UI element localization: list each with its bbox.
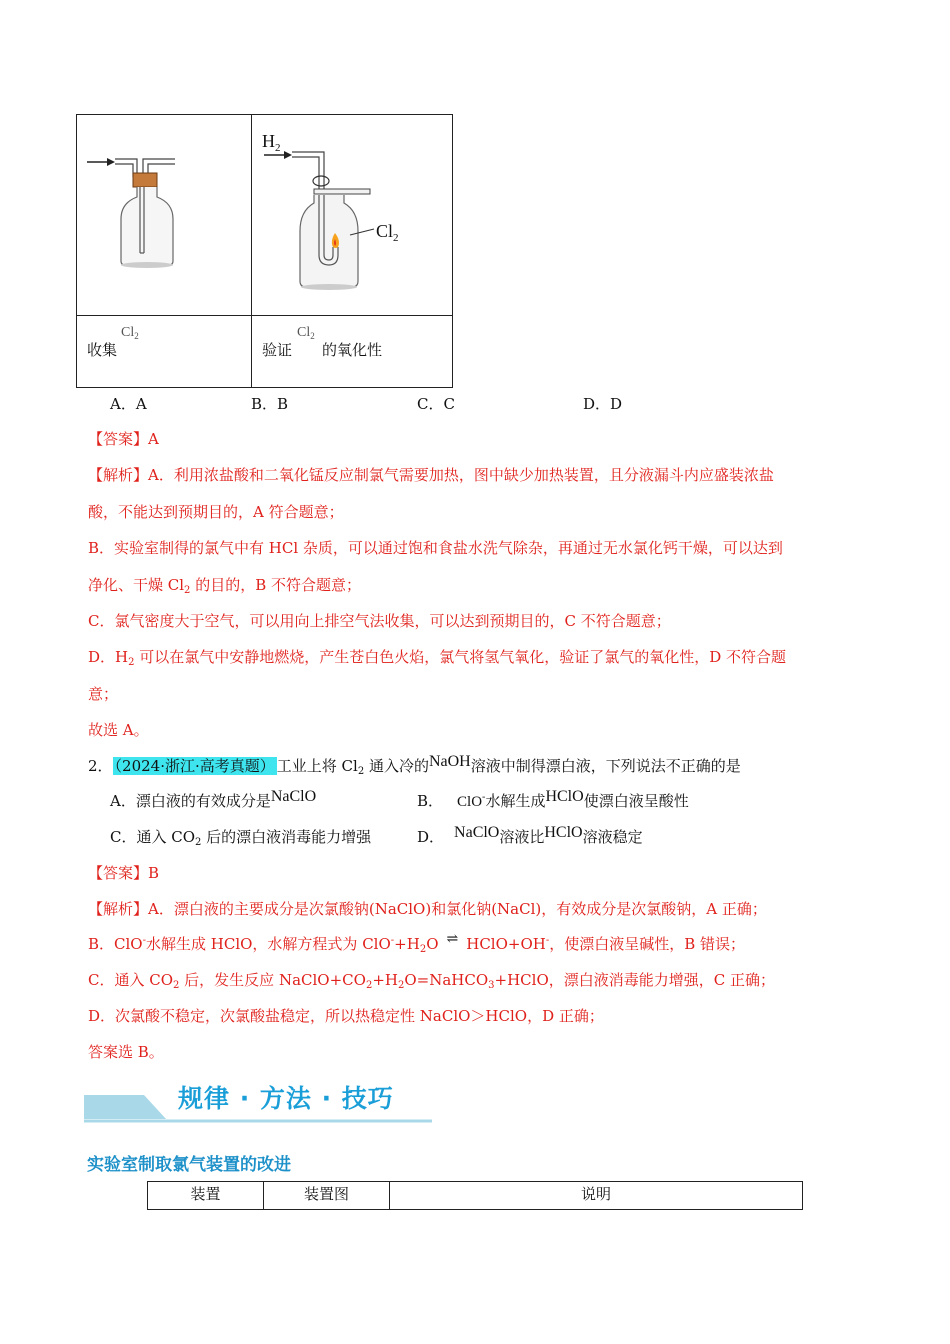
q2-stem: 2． （2024·浙江·高考真题） 工业上将 $Cl_2$ 通入冷的NaOH溶液中制得漂白液，下列说法不正确的是: [88, 753, 741, 777]
q1-analysis-line6: D．$H_2$ 可以在氯气中安静地燃烧，产生苍白色火焰，氯气将氢气氧化，验证了氯气的氧化性，D 不符合题: [88, 648, 787, 668]
q2-analysis-line4: D．次氯酸不稳定，次氯酸盐稳定，所以热稳定性 NaClO＞HClO，D 正确；: [88, 1007, 604, 1025]
q2-analysis-line1: 【解析】A．漂白液的主要成分是次氯酸钠(NaClO)和氯化钠(NaCl)，有效成分是次氯酸钠，A 正确；: [88, 900, 767, 918]
h2-burning-in-cl2-diagram: [252, 115, 452, 315]
q1-analysis-line1: 【解析】A．利用浓盐酸和二氧化锰反应制氯气需要加热，图中缺少加热装置，且分液漏斗内应盛装浓盐: [88, 466, 774, 484]
q1-analysis-line8: 故选 A。: [88, 721, 149, 739]
caption-collect: 收集: [87, 341, 118, 359]
q2-analysis-line5: 答案选 B。: [88, 1043, 164, 1061]
caption-verify: 验证: [262, 341, 293, 359]
equilibrium-arrow: ⇌: [446, 931, 459, 947]
h2-label: $H_2$: [262, 131, 281, 154]
q2-source-tag: （2024·浙江·高考真题）: [114, 757, 275, 775]
q1-option-b: B．B: [251, 395, 289, 413]
caption-b-formula: $Cl_2$: [297, 325, 315, 341]
table-header-device: 装置: [147, 1181, 264, 1210]
section-title: 实验室制取氯气装置的改进: [87, 1155, 291, 1175]
q1-analysis-line5: C．氯气密度大于空气，可以用向上排空气法收集，可以达到预期目的，C 不符合题意；: [88, 612, 671, 630]
table-header-diagram: 装置图: [263, 1181, 390, 1210]
cell-diagram-a: [76, 114, 252, 316]
q2-answer: 【答案】B: [88, 864, 160, 882]
banner-title: 规律 · 方法 · 技巧: [178, 1084, 394, 1113]
q1-analysis-line4: 净化、干燥 $Cl_2$ 的目的，B 不符合题意；: [88, 576, 361, 596]
q2-analysis-line3: C．通入 $CO_2$ 后，发生反应 $NaClO+CO_2+H_2O=NaHCO_3+HClO$，漂白液消毒能力增强，C 正确；: [88, 971, 775, 991]
cl2-label: $Cl_2$: [376, 221, 399, 244]
q1-analysis-line3: B．实验室制得的氯气中有 HCl 杂质，可以通过饱和食盐水洗气除杂，再通过无水氯化钙干燥，可以达到: [88, 539, 783, 557]
q1-analysis-line7: 意；: [88, 685, 119, 703]
cell-diagram-b: [251, 114, 453, 316]
q2-option-d: D． NaClO溶液比HClO溶液稳定: [417, 824, 643, 846]
q1-option-c: C．C: [417, 395, 455, 413]
gas-bottle-collect-diagram: [77, 115, 251, 315]
cell-caption-a: [76, 315, 252, 388]
q1-option-a: A．A: [110, 395, 147, 413]
q2-option-b: B． ClO-水解生成HClO使漂白液呈酸性: [417, 788, 689, 810]
q1-option-d: D．D: [583, 395, 623, 413]
q2-option-a: A．漂白液的有效成分是NaClO: [110, 788, 317, 810]
table-header-description: 说明: [389, 1181, 803, 1210]
caption-a-formula: $Cl_2$: [121, 325, 139, 341]
q1-analysis-line2: 酸，不能达到预期目的，A 符合题意；: [88, 503, 344, 521]
q2-analysis-line2: B．ClO-水解生成 HClO，水解方程式为 $ClO^-+H_2O$ ⇌ HClO+OH-，使漂白液呈碱性，B 错误；: [88, 931, 746, 955]
table-bottom-border: [147, 1209, 148, 1210]
q2-option-c: C．通入 $CO_2$ 后的漂白液消毒能力增强: [110, 828, 372, 848]
caption-oxidizing: 的氧化性: [322, 341, 383, 359]
cell-caption-b: [251, 315, 453, 388]
q1-answer: 【答案】A: [88, 430, 159, 448]
